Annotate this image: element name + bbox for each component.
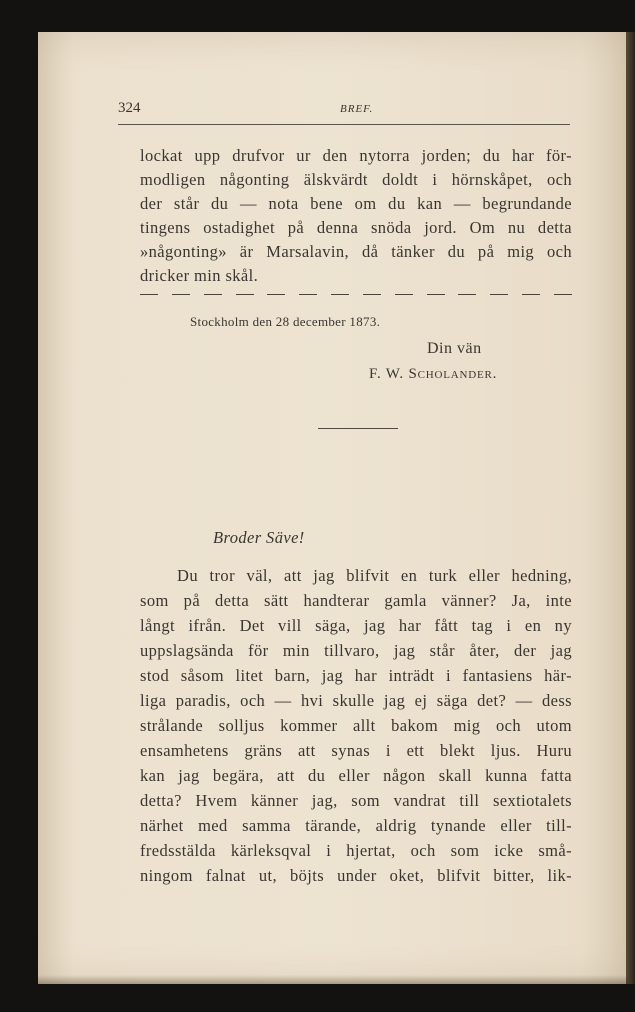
text-line: tingens ostadighet på denna snöda jord. Om nu detta (140, 218, 572, 237)
text-line: kan jag begära, att du eller någon skall kunna fatta (140, 766, 572, 785)
header-rule (118, 124, 570, 125)
text-line: strålande solljus kommer allt bakom mig och utom (140, 716, 572, 735)
text-line: ensamhetens gräns att synas i ett blekt ljus. Huru (140, 741, 572, 760)
running-head: BREF. (340, 103, 374, 115)
text-line: som på detta sätt handterar gamla vänner? Ja, inte (140, 591, 572, 610)
letter-separator-rule (318, 428, 398, 429)
page-number: 324 (118, 100, 141, 116)
text-line: Du tror väl, att jag blifvit en turk eller hedning, (177, 566, 572, 585)
page-bottom-shadow (38, 975, 628, 984)
text-line: långt ifrån. Det vill säga, jag har fått tag i en ny (140, 616, 572, 635)
book-page-edge (626, 32, 635, 984)
text-line: stod såsom litet barn, jag har inträdt i fantasiens här- (140, 666, 572, 685)
text-line: modligen någonting älskvärdt doldt i hörnskåpet, och (140, 170, 572, 189)
text-line: detta? Hvem känner jag, som vandrat till sextiotalets (140, 791, 572, 810)
text-line: dricker min skål. (140, 266, 259, 285)
sign-off: Din vän (427, 340, 482, 357)
place-and-date: Stockholm den 28 december 1873. (190, 314, 381, 329)
text-line: »någonting» är Marsalavin, då tänker du på mig och (140, 242, 572, 261)
text-line: der står du — nota bene om du kan — begrundande (140, 194, 572, 213)
text-line: liga paradis, och — hvi skulle jag ej säga det? — dess (140, 691, 572, 710)
text-line: närhet med samma tärande, aldrig tynande eller till- (140, 816, 572, 835)
dash-separator (140, 294, 572, 296)
salutation: Broder Säve! (213, 528, 305, 547)
text-line: lockat upp drufvor ur den nytorra jorden; du har för- (140, 146, 572, 165)
text-line: ningom falnat ut, böjts under oket, blifvit bitter, lik- (140, 866, 572, 885)
text-line: uppslagsända för min tillvaro, jag står åter, der jag (140, 641, 572, 660)
text-line: fredsstälda kärleksqval i hjertat, och som icke små- (140, 841, 572, 860)
signature: F. W. Scholander. (369, 366, 498, 382)
